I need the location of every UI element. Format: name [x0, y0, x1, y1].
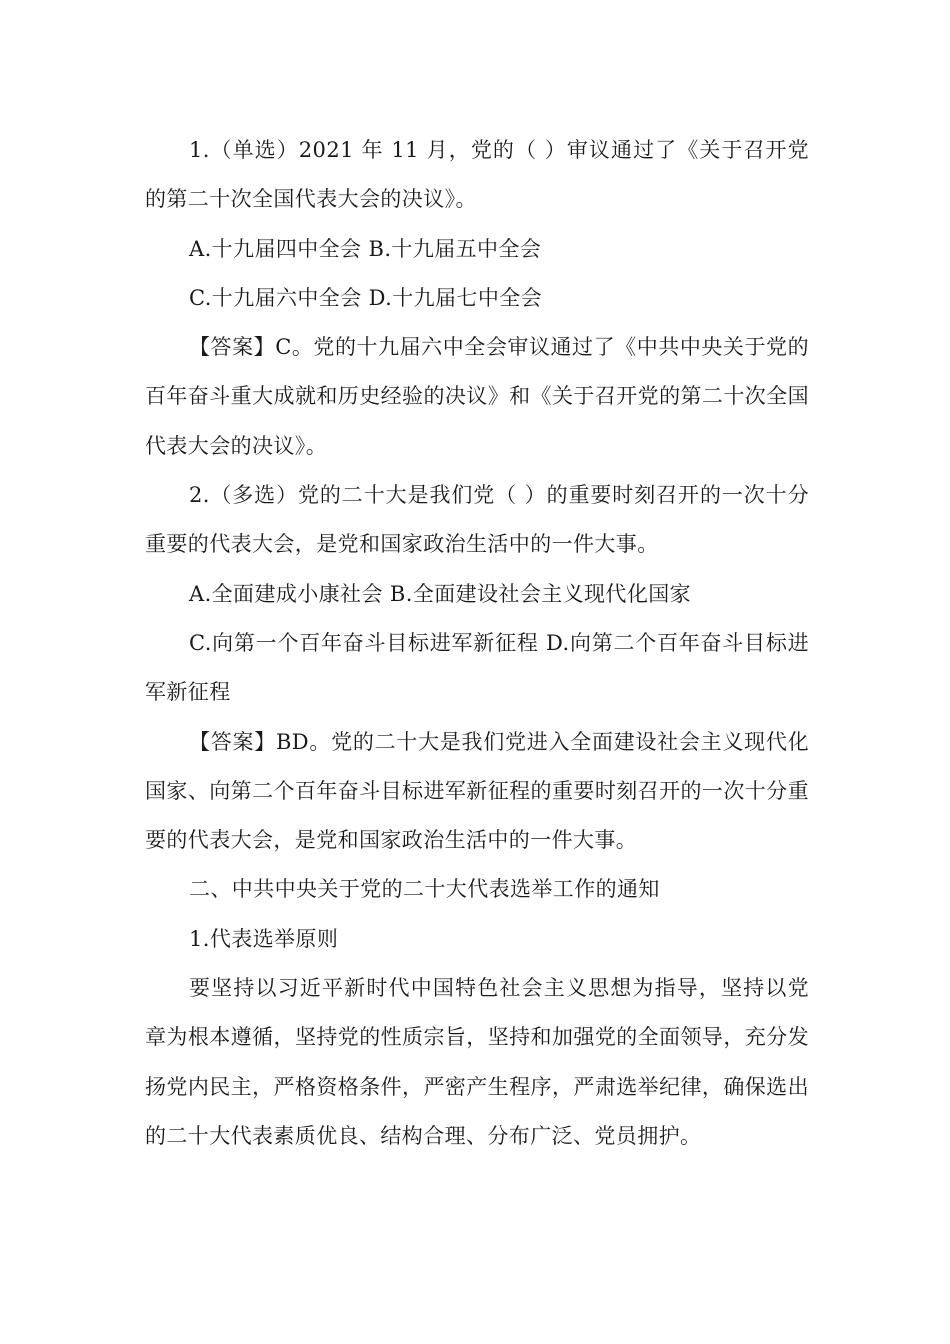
question-2-options-cd: C.向第一个百年奋斗目标进军新征程 D.向第二个百年奋斗目标进军新征程 [145, 630, 809, 705]
question-2-stem: 2.（多选）党的二十大是我们党（ ）的重要时刻召开的一次十分重要的代表大会，是党和国家政治生活中的一件大事。 [145, 483, 809, 557]
question-1-answer: 【答案】C。党的十九届六中全会审议通过了《中共中央关于党的百年奋斗重大成就和历史经验的决议》和《关于召开党的第二十次全国代表大会的决议》。 [145, 335, 809, 458]
document-body [145, 126, 809, 1161]
question-1-options-cd: C.十九届六中全会 D.十九届七中全会 [189, 285, 543, 310]
body-paragraph: 要坚持以习近平新时代中国特色社会主义思想为指导，坚持以党章为根本遵循，坚持党的性质宗旨，坚持和加强党的全面领导，充分发扬党内民主，严格资格条件，严密产生程序，严肃选举纪律，确保选出的二十大代表素质优良、结构合理、分布广泛、党员拥护。 [145, 976, 809, 1148]
question-1-stem: 1.（单选）2021 年 11 月，党的（ ）审议通过了《关于召开党的第二十次全国代表大会的决议》。 [145, 138, 809, 212]
question-1-options-ab: A.十九届四中全会 B.十九届五中全会 [189, 236, 542, 261]
section-heading: 二、中共中央关于党的二十大代表选举工作的通知 [189, 877, 660, 902]
subsection-heading: 1.代表选举原则 [189, 926, 339, 951]
question-2-options-ab: A.全面建成小康社会 B.全面建设社会主义现代化国家 [189, 581, 692, 606]
question-2-answer: 【答案】BD。党的二十大是我们党进入全面建设社会主义现代化国家、向第二个百年奋斗目标进军新征程的重要时刻召开的一次十分重要的代表大会，是党和国家政治生活中的一件大事。 [145, 729, 809, 853]
